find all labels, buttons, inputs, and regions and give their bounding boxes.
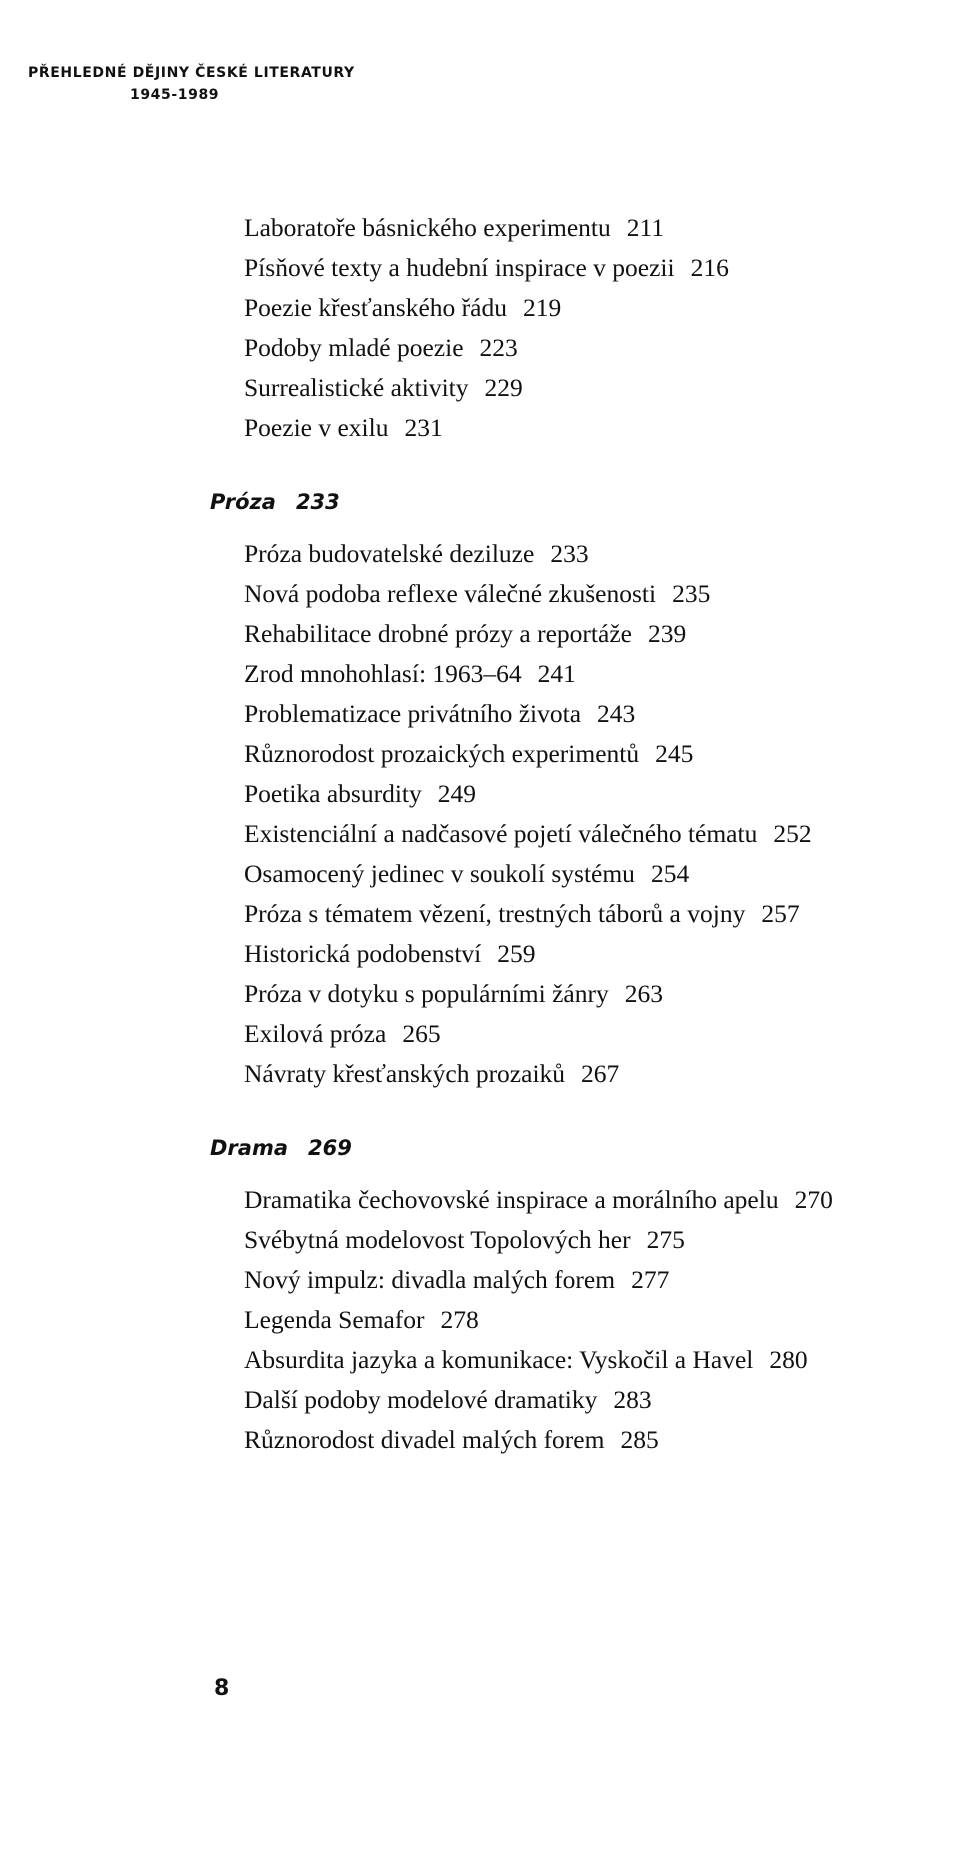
toc-entry-page: 231 [404,413,443,442]
section-heading-title: Próza [210,490,276,514]
toc-entry-title: Absurdita jazyka a komunikace: Vyskočil a Havel [244,1345,754,1374]
toc-entry[interactable] [0,1340,960,1380]
toc-entry-title: Laboratoře básnického experimentu [244,213,611,242]
toc-entry-page: 283 [613,1385,652,1414]
toc-entry-page: 252 [773,819,812,848]
toc-entry-title: Návraty křesťanských prozaiků [244,1059,566,1088]
toc-entry-title: Existenciální a nadčasové pojetí válečného tématu [244,819,758,848]
toc-entry-page: 233 [550,539,589,568]
toc-entry-title: Historická podobenství [244,939,482,968]
toc-entry-page: 239 [647,619,687,648]
book-years: 1945-1989 [130,87,220,103]
toc-entry-page: 216 [690,253,729,282]
toc-entry[interactable] [0,1260,960,1300]
toc-entry-page: 277 [631,1265,670,1294]
toc-entry[interactable] [0,1380,960,1420]
running-head [28,62,355,106]
toc-entry[interactable] [0,934,960,974]
toc-entry-page: 257 [761,899,800,928]
toc-entry-page: 267 [581,1059,620,1088]
toc-entry[interactable] [0,208,960,248]
toc-entry[interactable] [0,1054,960,1094]
toc-entry-title: Surrealistické aktivity [244,373,469,402]
toc-entry-title: Poezie v exilu [244,413,389,442]
toc-entry-page: 235 [672,579,711,608]
toc-entry[interactable] [0,368,960,408]
toc-entry-title: Exilová próza [244,1019,387,1048]
toc-entry[interactable] [0,694,960,734]
toc-entry-title: Próza budovatelské deziluze [244,539,535,568]
toc-entry-page: 211 [626,213,665,242]
toc-entry-title: Zrod mnohohlasí: 1963–64 [244,659,522,688]
toc-entry-title: Nová podoba reflexe válečné zkušenosti [244,579,657,608]
toc-entry-title: Rehabilitace drobné prózy a reportáže [244,619,632,648]
section-heading-page: 269 [308,1136,352,1160]
toc-entry[interactable] [0,734,960,774]
toc-entry-page: 278 [440,1305,479,1334]
toc-entry-title: Legenda Semafor [244,1305,425,1334]
toc-entry[interactable] [0,614,960,654]
section-heading-drama[interactable] [0,1128,960,1168]
toc-entry-title: Další podoby modelové dramatiky [244,1385,598,1414]
book-title: PŘEHLEDNÉ DĚJINY ČESKÉ LITERATURY [28,65,355,81]
toc-entry-page: 259 [497,939,536,968]
toc-entry[interactable] [0,1420,960,1460]
toc-entry-title: Nový impulz: divadla malých forem [244,1265,616,1294]
toc-entry-title: Různorodost divadel malých forem [244,1425,605,1454]
toc-entry[interactable] [0,1300,960,1340]
toc-entry-page: 245 [655,739,694,768]
toc-entry-title: Próza s tématem vězení, trestných táborů a vojny [244,899,746,928]
toc-entry[interactable] [0,328,960,368]
toc-entry[interactable] [0,1180,960,1220]
toc-entry[interactable] [0,774,960,814]
toc-entry-title: Různorodost prozaických experimentů [244,739,640,768]
toc-entry[interactable] [0,854,960,894]
toc-entry[interactable] [0,894,960,934]
toc-entry[interactable] [0,1220,960,1260]
toc-entry[interactable] [0,408,960,448]
toc-entry[interactable] [0,288,960,328]
toc-entry[interactable] [0,974,960,1014]
toc-entry-title: Poetika absurdity [244,779,422,808]
toc-entry-title: Svébytná modelovost Topolových her [244,1225,631,1254]
toc-entry-title: Osamocený jedinec v soukolí systému [244,859,635,888]
toc-entry-page: 265 [402,1019,441,1048]
toc-entry-page: 249 [437,779,477,808]
toc-entry[interactable] [0,248,960,288]
toc-entry[interactable] [0,1014,960,1054]
toc-entry-page: 280 [769,1345,808,1374]
toc-entry-title: Písňové texty a hudební inspirace v poezii [244,253,675,282]
table-of-contents [0,208,960,1460]
section-heading-prose[interactable] [0,482,960,522]
toc-entry-title: Podoby mladé poezie [244,333,464,362]
toc-entry-page: 223 [479,333,518,362]
toc-entry-title: Próza v dotyku s populárními žánry [244,979,609,1008]
toc-entry-page: 270 [794,1185,833,1214]
toc-entry-page: 229 [484,373,523,402]
toc-entry-page: 263 [624,979,663,1008]
toc-entry-page: 285 [620,1425,659,1454]
toc-entry-page: 219 [522,293,562,322]
toc-entry-title: Poezie křesťanského řádu [244,293,507,322]
toc-entry[interactable] [0,654,960,694]
section-heading-title: Drama [210,1136,289,1160]
toc-entry-title: Dramatika čechovovské inspirace a morálního apelu [244,1185,779,1214]
toc-entry[interactable] [0,534,960,574]
toc-entry[interactable] [0,814,960,854]
toc-entry-title: Problematizace privátního života [244,699,582,728]
toc-entry-page: 275 [646,1225,685,1254]
toc-entry-page: 241 [537,659,576,688]
page-number: 8 [214,1676,230,1701]
toc-entry-page: 254 [650,859,690,888]
toc-entry-page: 243 [597,699,636,728]
toc-entry[interactable] [0,574,960,614]
section-heading-page: 233 [295,490,340,514]
